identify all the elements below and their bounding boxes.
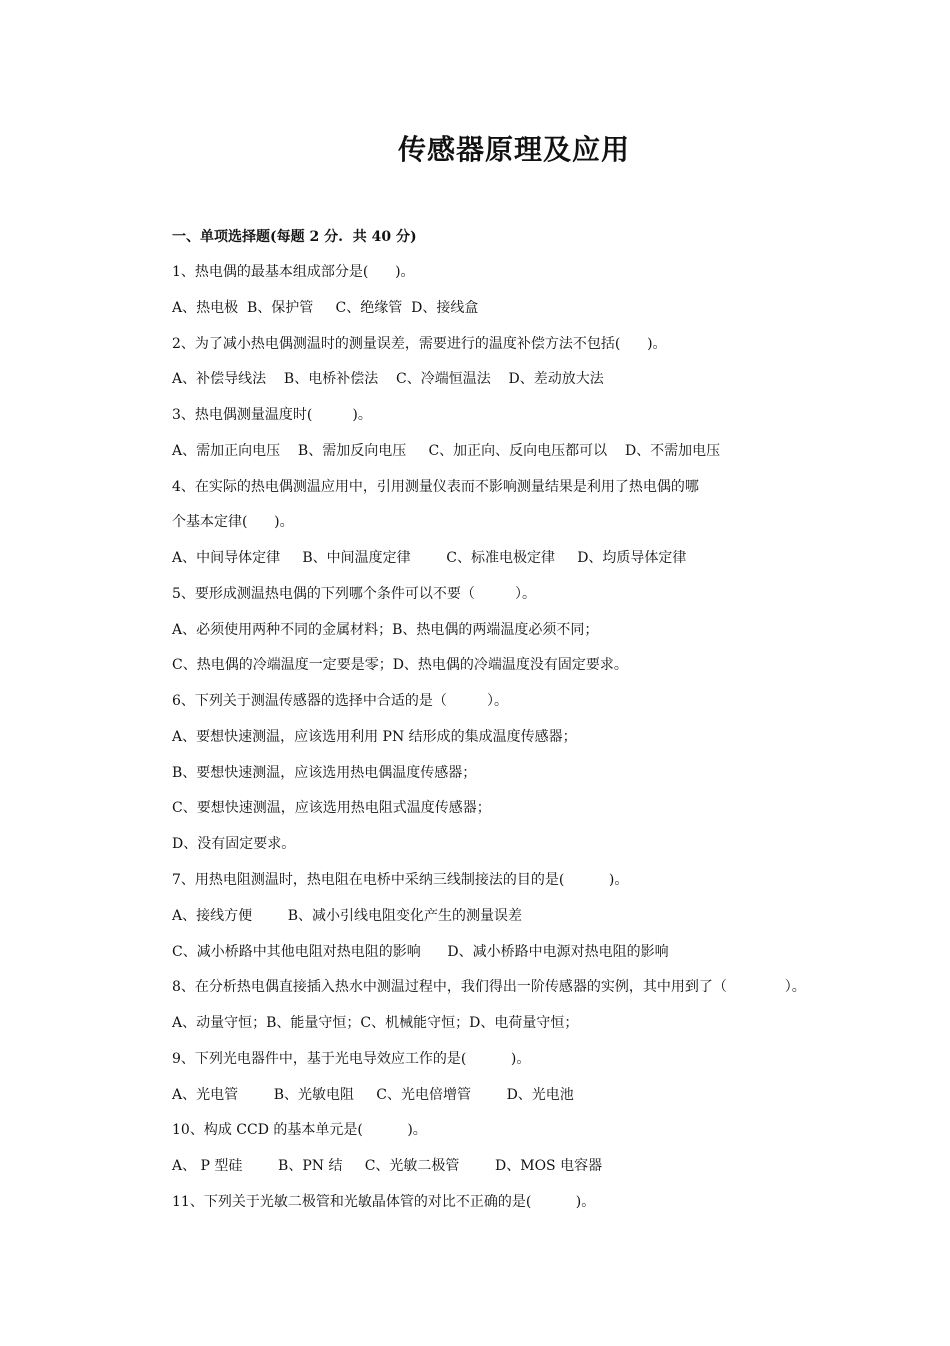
question-line: 11、下列关于光敏二极管和光敏晶体管的对比不正确的是( )。	[172, 1193, 596, 1210]
question-line: 2、为了减小热电偶测温时的测量误差，需要进行的温度补偿方法不包括( )。	[172, 335, 667, 352]
option-line: A、光电管 B、光敏电阻 C、光电倍增管 D、光电池	[172, 1086, 574, 1103]
option-line: C、减小桥路中其他电阻对热电阻的影响 D、减小桥路中电源对热电阻的影响	[172, 943, 669, 960]
option-line: A、要想快速测温，应该选用利用 PN 结形成的集成温度传感器；	[172, 728, 577, 745]
question-line: 1、热电偶的最基本组成部分是( )。	[172, 264, 415, 280]
option-line: A、 P 型硅 B、PN 结 C、光敏二极管 D、MOS 电容器	[172, 1158, 603, 1175]
question-line-continued: 个基本定律( )。	[172, 514, 294, 531]
section-heading: 一、单项选择题(每题 2 分. 共 40 分)	[172, 229, 417, 245]
question-line: 4、在实际的热电偶测温应用中，引用测量仪表而不影响测量结果是利用了热电偶的哪	[172, 478, 699, 495]
question-line: 3、热电偶测量温度时( )。	[172, 407, 372, 424]
question-line: 8、在分析热电偶直接插入热水中测温过程中，我们得出一阶传感器的实例，其中用到了（ ）。	[172, 979, 806, 996]
question-line: 6、下列关于测温传感器的选择中合适的是（ ）。	[172, 693, 508, 710]
option-line: A、接线方便 B、减小引线电阻变化产生的测量误差	[172, 907, 522, 924]
option-line: D、没有固定要求。	[172, 836, 296, 853]
option-line: A、需加正向电压 B、需加反向电压 C、加正向、反向电压都可以 D、不需加电压	[172, 442, 721, 459]
option-line: A、热电极 B、保护管 C、绝缘管 D、接线盒	[172, 299, 479, 316]
option-line: A、补偿导线法 B、电桥补偿法 C、冷端恒温法 D、差动放大法	[172, 371, 604, 388]
option-line: C、热电偶的冷端温度一定要是零；D、热电偶的冷端温度没有固定要求。	[172, 657, 628, 674]
question-list	[172, 261, 932, 1227]
option-line: B、要想快速测温，应该选用热电偶温度传感器；	[172, 764, 477, 781]
option-line: A、中间导体定律 B、中间温度定律 C、标准电极定律 D、均质导体定律	[172, 550, 687, 567]
question-line: 9、下列光电器件中，基于光电导效应工作的是( )。	[172, 1050, 531, 1067]
page-title: 传感器原理及应用	[397, 133, 630, 166]
question-line: 5、要形成测温热电偶的下列哪个条件可以不要（ ）。	[172, 585, 536, 602]
option-line: A、必须使用两种不同的金属材料；B、热电偶的两端温度必须不同；	[172, 621, 599, 638]
option-line: A、动量守恒；B、能量守恒；C、机械能守恒；D、电荷量守恒；	[172, 1015, 579, 1032]
question-line: 10、构成 CCD 的基本单元是( )。	[172, 1122, 427, 1139]
question-line: 7、用热电阻测温时，热电阻在电桥中采纳三线制接法的目的是( )。	[172, 872, 629, 889]
option-line: C、要想快速测温，应该选用热电阻式温度传感器；	[172, 800, 491, 817]
